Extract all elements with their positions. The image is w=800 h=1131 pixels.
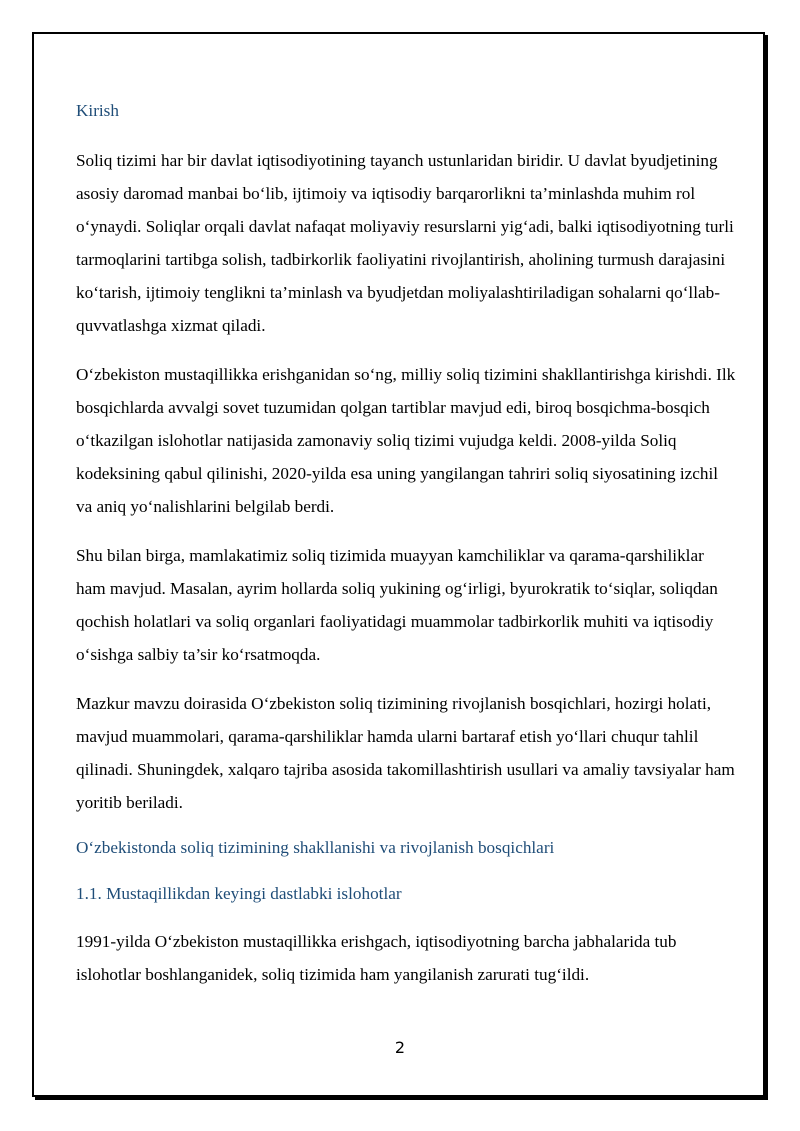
document-body: [76, 98, 736, 1007]
paragraph-4: Mazkur mavzu doirasida O‘zbekiston soliq tizimining rivojlanish bosqichlari, hozirgi holati, mavjud muammolari, qarama-qarshiliklar hamda ularni bartaraf etish yo‘llari chuqur tahlil qilinadi. Shuningdek, xalqaro tajriba asosida takomillashtirish usullari va amaliy tavsiyalar ham yoritib beriladi.: [76, 694, 735, 812]
heading-introduction: Kirish: [76, 101, 119, 120]
paragraph-5: 1991-yilda O‘zbekiston mustaqillikka erishgach, iqtisodiyotning barcha jabhalarida tub islohotlar boshlanganidek, soliq tizimida ham yangilanish zarurati tug‘ildi.: [76, 932, 677, 984]
paragraph-3: Shu bilan birga, mamlakatimiz soliq tizimida muayyan kamchiliklar va qarama-qarshiliklar ham mavjud. Masalan, ayrim hollarda soliq yukining og‘irligi, byurokratik to‘siqlar, soliqdan qochish holatlari va soliq organlari faoliyatidagi muammolar tadbirkorlik muhiti va iqtisodiy o‘sishga salbiy ta’sir ko‘rsatmoqda.: [76, 546, 718, 664]
page-number: 2: [394, 1038, 406, 1057]
paragraph-1: Soliq tizimi har bir davlat iqtisodiyotining tayanch ustunlaridan biridir. U davlat byudjetining asosiy daromad manbai bo‘lib, ijtimoiy va iqtisodiy barqarorlikni ta’minlashda muhim rol o‘ynaydi. Soliqlar orqali davlat nafaqat moliyaviy resurslarni yig‘adi, balki iqtisodiyotning turli tarmoqlarini tartibga solish, tadbirkorlik faoliyatini rivojlantirish, aholining turmush darajasini ko‘tarish, ijtimoiy tenglikni ta’minlash va byudjetdan moliyalashtiriladigan sohalarni qo‘llab-quvvatlashga xizmat qiladi.: [76, 151, 734, 335]
paragraph-2: O‘zbekiston mustaqillikka erishganidan so‘ng, milliy soliq tizimini shakllantirishga kirishdi. Ilk bosqichlarda avvalgi sovet tuzumidan qolgan tartiblar mavjud edi, biroq bosqichma-bosqich o‘tkazilgan islohotlar natijasida zamonaviy soliq tizimi vujudga keldi. 2008-yilda Soliq kodeksining qabul qilinishi, 2020-yilda esa uning yangilangan tahriri soliq siyosatining izchil va aniq yo‘nalishlarini belgilab berdi.: [76, 365, 736, 516]
heading-section: O‘zbekistonda soliq tizimining shakllanishi va rivojlanish bosqichlari: [76, 838, 555, 857]
heading-subsection: 1.1. Mustaqillikdan keyingi dastlabki islohotlar: [76, 884, 402, 903]
